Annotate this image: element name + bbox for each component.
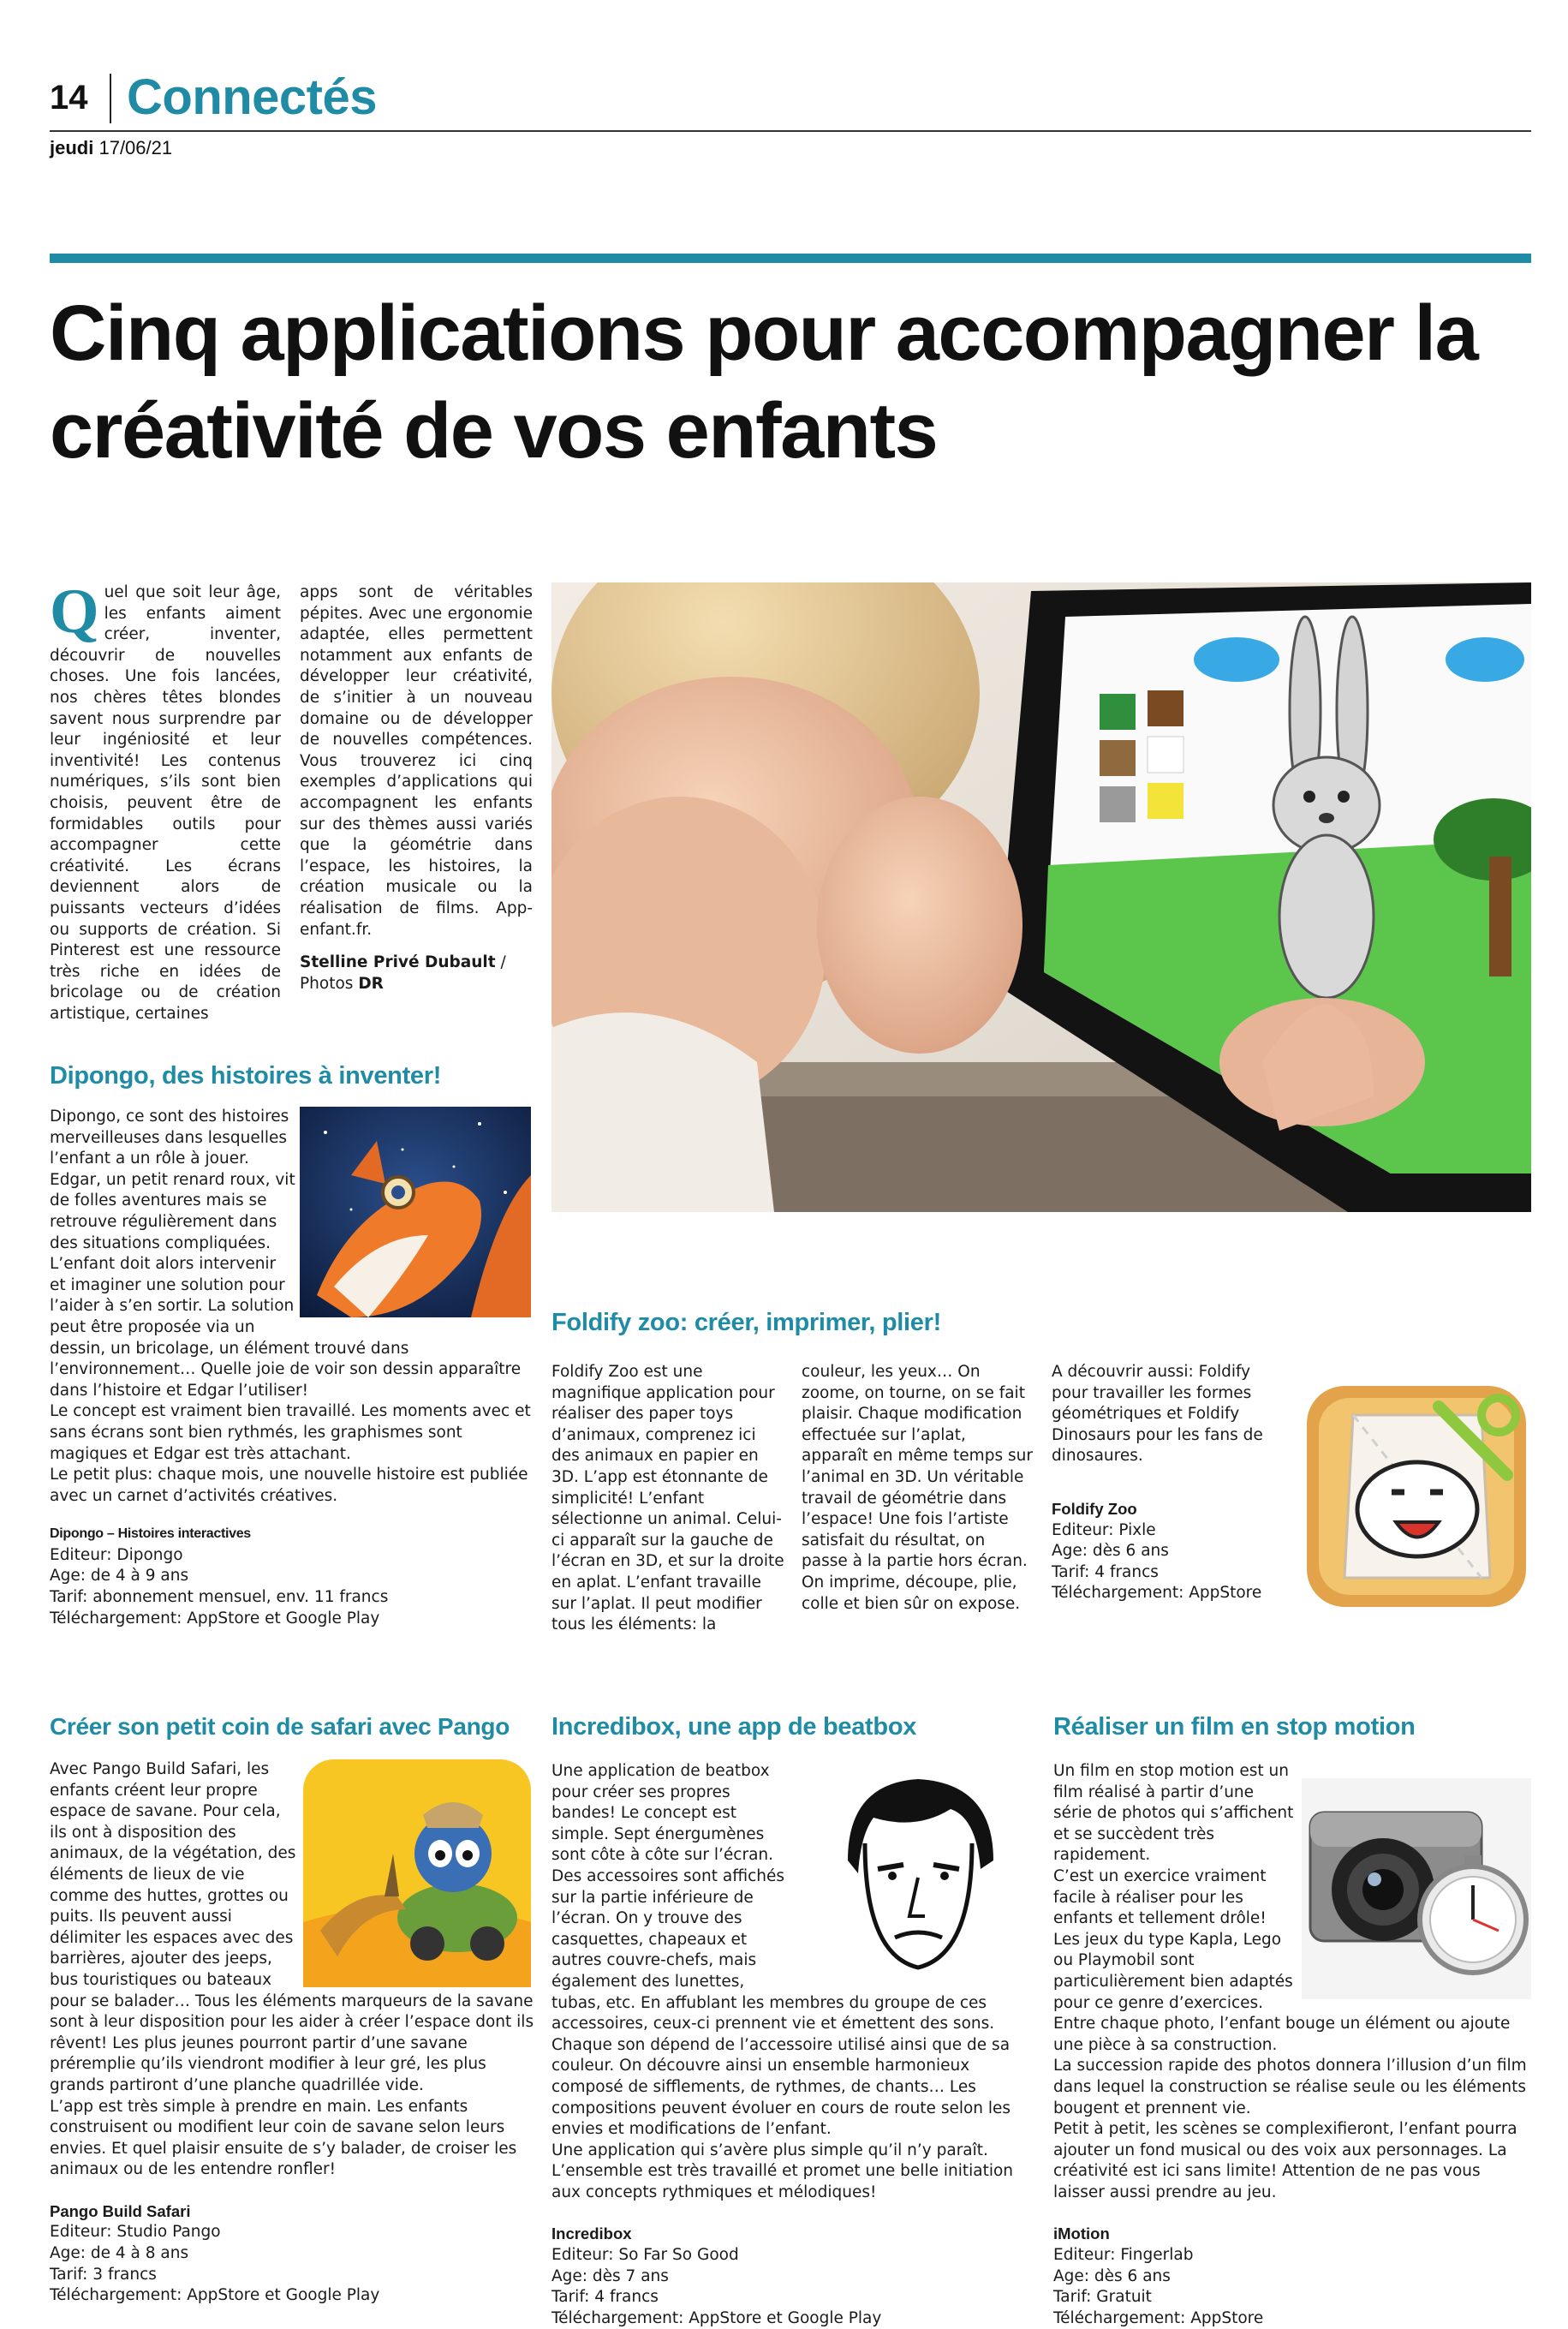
incredibox-info-title: Incredibox (551, 2224, 632, 2243)
incredibox-info-2: Tarif: 4 francs (551, 2288, 659, 2307)
intro-text-2: apps sont de véritables pépites. Avec une ergonomie adaptée, elles permettent notamment aux enfants de développer leur créativité, de s’initier à un nouveau domaine ou de développer de nouvelles compétences. Vous trouverez ici cinq exemples d’applications qui accompagnent les enfants sur des thèmes aussi variés que la géométrie dans l’espace, les histoires, la création musicale ou la réalisation de films. App-enfant.fr. (300, 583, 533, 939)
stopmotion-p1: Un film en stop motion est un film réalisé à partir d’une série de photos qui s’affichent et se succèdent très rapidement. (1053, 1762, 1294, 1865)
dipongo-p1-text: Dipongo, ce sont des histoires merveilleuses dans lesquelles l’enfant a un rôle à jouer. Edgar, un petit renard roux, vit de folles aventures mais se retrouve régulièrement dans des situations compliquées. L’enfant doit alors intervenir et imaginer une solution pour l’aider à s’en sortir. La solution peut être proposée via un dessin, un bricolage, un élément trouvé dans l’environnement… Quelle joie de voir son dessin apparaître dans l’histoire et Edgar l’utiliser! (50, 1108, 522, 1400)
stopmotion-info-3: Téléchargement: AppStore (1053, 2308, 1264, 2327)
photos-label: Photos (300, 974, 354, 993)
headline: Cinq applications pour accompagner la créativité de vos enfants (50, 290, 1478, 475)
dipongo-float-spacer (296, 1107, 538, 1319)
foldify-info (1052, 1499, 1291, 1604)
foldify-col-2: couleur, les yeux… On zoome, on tourne, on se fait plaisir. Chaque modification effectuée sur l’aplat, apparaît en même temps sur l’animal en 3D. Un véritable travail de géométrie dans l’espace! Une fois l’artiste satisfait du résultat, on passe à la partie hors écran. On imprime, découpe, plie, colle et bien sûr on expose. (802, 1363, 1033, 1613)
hero-illustration (551, 582, 1531, 1212)
header-divider (110, 74, 111, 123)
incredibox-p2: Une application qui s’avère plus simple qu’il n’y paraît. (551, 2141, 988, 2159)
intro-text-1: uel que soit leur âge, les enfants aiment créer, inventer, découvrir de nouvelles choses. Une fois lancées, nos chères têtes blondes savent nous surprendre par leur ingéniosité et leur inventivité! Les contenus numériques, s’ils sont bien choisis, peuvent être de formidables outils pour accompagner cette créativité. Les écrans deviennent alors de puissants vecteurs d’idées ou supports de création. Si Pinterest est une ressource très riche en idées de bricolage ou de création artistique, certaines (50, 583, 281, 1023)
dipongo-p1 (50, 1107, 538, 1401)
dipongo-info-2: Tarif: abonnement mensuel, env. 11 francs (50, 1588, 389, 1607)
byline-author: Stelline Privé Dubault (300, 953, 496, 972)
stopmotion-p5: Petit à petit, les scènes se complexifieront, l’enfant pourra ajouter un fond musical ou des voix aux personnages. La créativité est ici sans limite! Attention de ne pas vous laisser aussi prendre au jeu. (1053, 2120, 1517, 2201)
header-rule (50, 130, 1531, 132)
intro-col-2 (300, 582, 533, 994)
page-number: 14 (50, 79, 88, 116)
incredibox-info-1: Age: dès 7 ans (551, 2266, 669, 2285)
incredibox-p1-text: Une application de beatbox pour créer ses propres bandes! Le concept est simple. Sept énergumènes sont côte à côte sur l’écran. Des accessoires sont affichés sur la partie inférieure de l’écran. On y trouve des casquettes, chapeaux et autres couvre-chefs, mais également des lunettes, tubas, etc. En affublant les membres du groupe de ces accessoires, ceux-ci prennent vie et émettent des sons. Chaque son dépend de l’accessoire utilisé ainsi que de sa couleur. On découvre ainsi un ensemble harmonieux composé de sifflements, de rythmes, de chants… Les compositions peuvent évoluer en cours de route selon les envies et modifications de l’enfant. (551, 1762, 1011, 2139)
issue-day: jeudi (50, 137, 94, 158)
dipongo-body (50, 1107, 538, 1629)
foldify-info-0: Editeur: Pixle (1052, 1520, 1156, 1539)
foldify-info-1: Age: dès 6 ans (1052, 1542, 1169, 1561)
stopmotion-body (1053, 1761, 1533, 2329)
byline: Stelline Privé Dubault / Photos DR (300, 953, 506, 993)
pango-title: Créer son petit coin de safari avec Pango (50, 1713, 510, 1740)
pango-float-spacer (300, 1759, 538, 1989)
pango-body (50, 1759, 538, 2307)
dipongo-info-0: Editeur: Dipongo (50, 1545, 183, 1564)
foldify-title: Foldify zoo: créer, imprimer, plier! (551, 1309, 941, 1336)
section-title: Connectés (127, 69, 378, 125)
pango-info-2: Tarif: 3 francs (50, 2265, 157, 2284)
pango-p1 (50, 1759, 538, 2097)
stopmotion-info-1: Age: dès 6 ans (1053, 2266, 1171, 2285)
foldify-info-2: Tarif: 4 francs (1052, 1562, 1159, 1581)
pango-info-0: Editeur: Studio Pango (50, 2223, 221, 2242)
dipongo-info-3: Téléchargement: AppStore et Google Play (50, 1609, 380, 1627)
incredibox-body (551, 1761, 1040, 2329)
page-header (50, 67, 1531, 158)
dipongo-p3: Le petit plus: chaque mois, une nouvelle histoire est publiée avec un carnet d’activités créatives. (50, 1466, 528, 1505)
issue-date-value: 17/06/21 (98, 137, 173, 158)
dipongo-info-1: Age: de 4 à 9 ans (50, 1567, 189, 1586)
dipongo-title: Dipongo, des histoires à inventer! (50, 1062, 442, 1090)
stopmotion-p3: Les jeux du type Kapla, Lego ou Playmobil sont particulièrement bien adaptés pour ce genre d’exercices. Entre chaque photo, l’enfant bouge un élément ou ajoute une pièce à sa construction. (1053, 1930, 1511, 2054)
foldify-info-3: Téléchargement: AppStore (1052, 1584, 1262, 1603)
foldify-info-title: Foldify Zoo (1052, 1500, 1137, 1518)
incredibox-info-3: Téléchargement: AppStore et Google Play (551, 2308, 882, 2327)
foldify-app-icon (1302, 1381, 1531, 1612)
pango-p2: L’app est très simple à prendre en main. Les enfants construisent ou modifient leur coin de savane selon leurs envies. Et quel plaisir ensuite de s’y balader, de croiser les animaux ou de les entendre ronfler! (50, 2097, 517, 2179)
photos-credit: DR (358, 974, 384, 993)
incredibox-float-spacer (791, 1761, 1040, 1991)
stopmotion-info-2: Tarif: Gratuit (1053, 2288, 1152, 2307)
stopmotion-p2: C’est un exercice vraiment facile à réaliser pour les enfants et tellement drôle! (1053, 1866, 1267, 1928)
pango-info-title: Pango Build Safari (50, 2201, 191, 2220)
incredibox-p3: L’ensemble est très travaillé et promet une belle initiation aux concepts rythmiques et mélodiques! (551, 2162, 1014, 2201)
issue-date (50, 137, 172, 159)
pango-info-3: Téléchargement: AppStore et Google Play (50, 2286, 380, 2305)
intro-col-1 (50, 576, 281, 1024)
foldify-col-1: Foldify Zoo est une magnifique application pour réaliser des paper toys d’animaux, comprenez ici des animaux en papier en 3D. L’app est étonnante de simplicité! L’enfant sélectionne un animal. Celui-ci apparaît sur la gauche de l’écran en 3D, et sur la droite en aplat. L’enfant travaille sur l’aplat. Il peut modifier tous les éléments: la (551, 1363, 784, 1634)
stopmotion-info-0: Editeur: Fingerlab (1053, 2246, 1194, 2265)
stopmotion-p4: La succession rapide des photos donnera l’illusion d’un film dans lequel la construction se réalise seule ou les éléments bougent et prennent vie. (1053, 2057, 1527, 2117)
pango-info-1: Age: de 4 à 8 ans (50, 2244, 189, 2263)
headline-bar (50, 254, 1531, 263)
stopmotion-float-spacer (1295, 1761, 1533, 2006)
dipongo-p2: Le concept est vraiment bien travaillé. Les moments avec et sans écrans sont bien rythmés, les graphismes sont magiques et Edgar est très attachant. (50, 1402, 531, 1463)
dipongo-info-title: Dipongo – Histoires interactives (50, 1526, 251, 1542)
foldify-col-3: A découvrir aussi: Foldify pour travailler les formes géométriques et Foldify Dinosaurs pour les fans de dinosaures. (1052, 1363, 1263, 1466)
intro-dropcap: Q (50, 576, 99, 647)
incredibox-title: Incredibox, une app de beatbox (551, 1713, 917, 1741)
pango-p1-text: Avec Pango Build Safari, les enfants créent leur propre espace de savane. Pour cela, ils ont à disposition des animaux, de la végétation, des éléments de lieux de vie comme des huttes, grottes ou puits. Ils peuvent aussi délimiter les espaces avec des barrières, ajouter des jeeps, bus touristiques ou bateaux pour se balader… Tous les éléments marqueurs de la savane sont à leur disposition pour les aider à créer l’espace dont ils rêvent! Les plus jeunes pourront partir d’une savane préremplie qu’ils viendront modifier à leur gré, les plus grands partiront d’une planche quadrillée vide. (50, 1760, 534, 2094)
hero-photo-child-tablet (551, 582, 1531, 1212)
incredibox-p1 (551, 1761, 1040, 2141)
stopmotion-info-title: iMotion (1053, 2224, 1110, 2243)
incredibox-info-0: Editeur: So Far So Good (551, 2246, 739, 2265)
stopmotion-title: Réaliser un film en stop motion (1053, 1713, 1416, 1741)
